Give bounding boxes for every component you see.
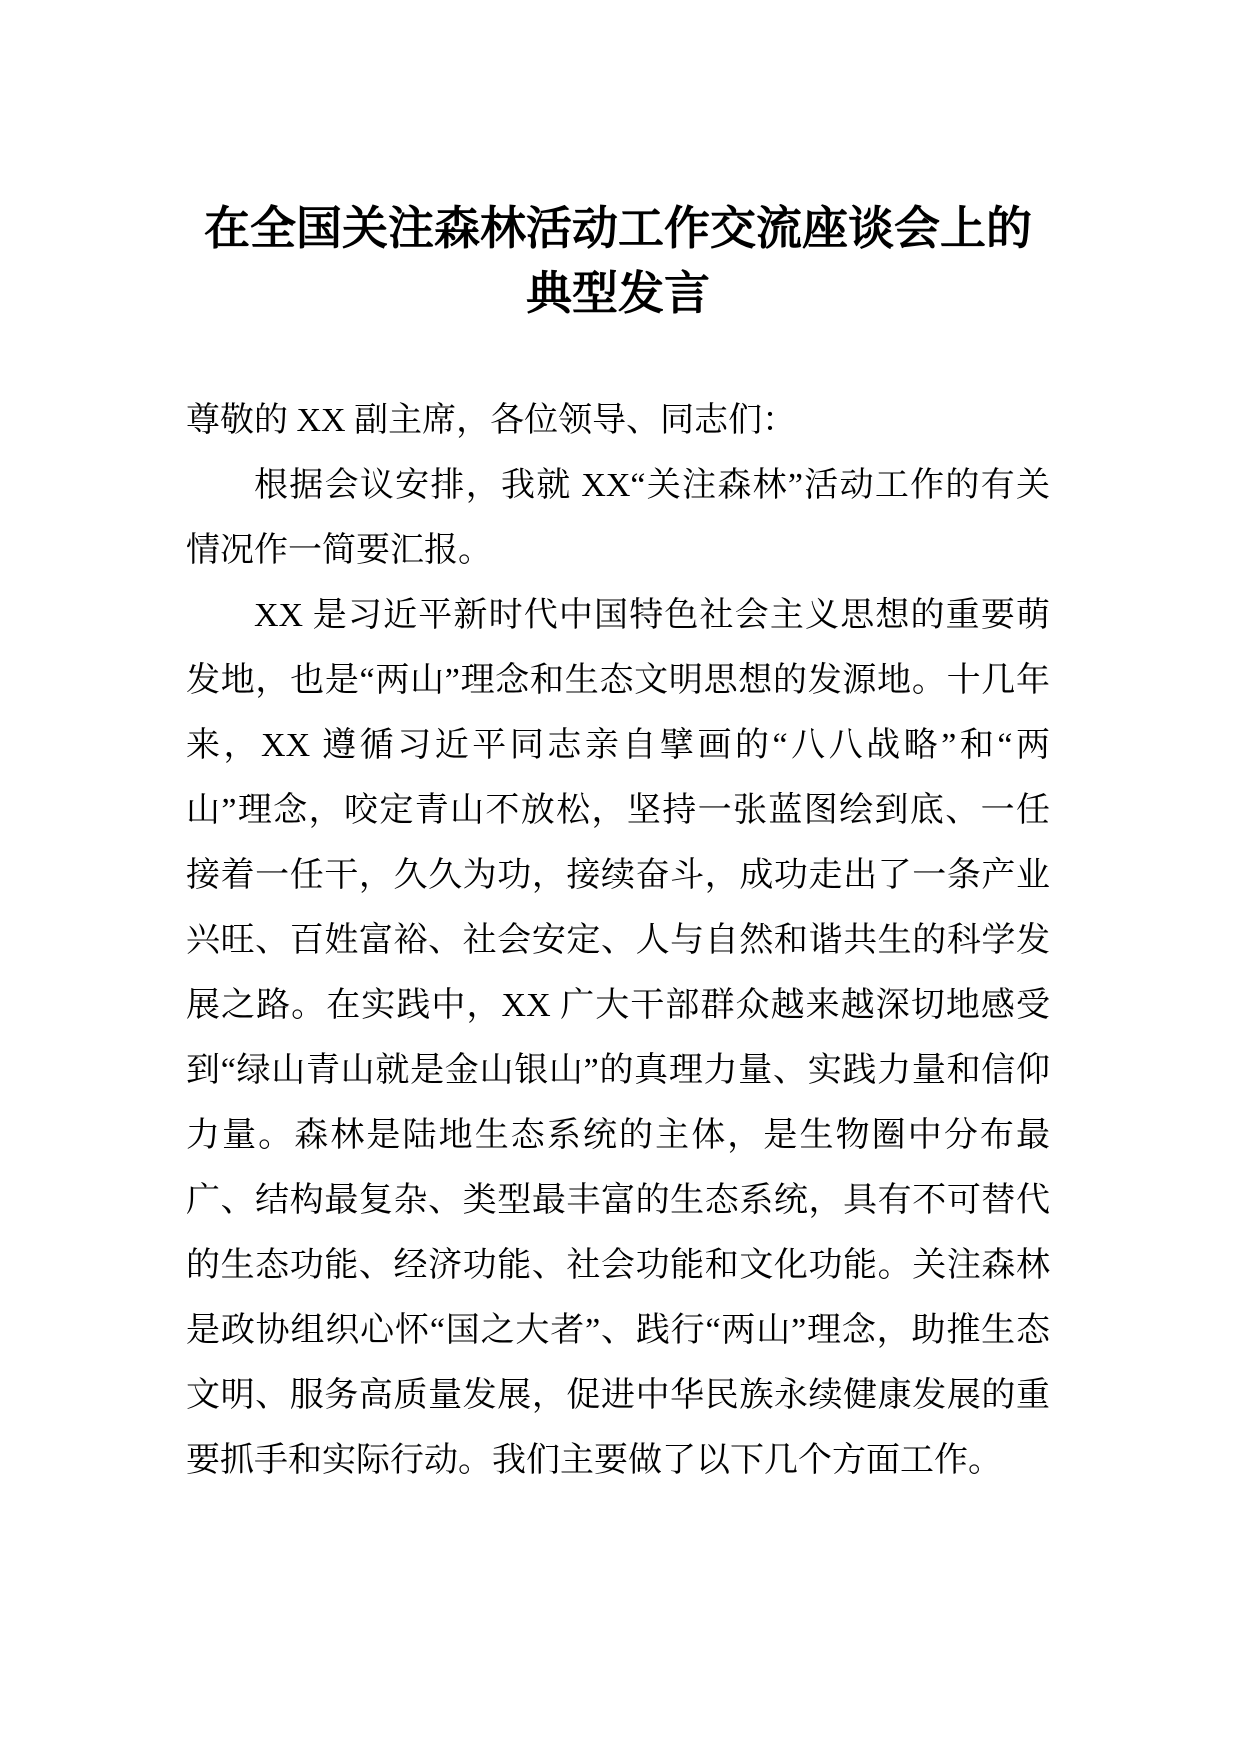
salutation-paragraph: 尊敬的 XX 副主席，各位领导、同志们：: [186, 402, 797, 439]
opening-paragraph: 根据会议安排，我就 XX“关注森林”活动工作的有关情况作一简要汇报。: [186, 467, 1050, 569]
document-title: 在全国关注森林活动工作交流座谈会上的典型发言: [204, 201, 1032, 320]
document-body: [186, 388, 1050, 1493]
main-body-paragraph: XX 是习近平新时代中国特色社会主义思想的重要萌发地，也是“两山”理念和生态文明思想的发源地。十几年来，XX 遵循习近平同志亲自擘画的“八八战略”和“两山”理念，咬定青山不放松，坚持一张蓝图绘到底、一任接着一任干，久久为功，接续奋斗，成功走出了一条产业兴旺、百姓富裕、社会安定、人与自然和谐共生的科学发展之路。在实践中，XX 广大干部群众越来越深切地感受到“绿山青山就是金山银山”的真理力量、实践力量和信仰力量。森林是陆地生态系统的主体，是生物圈中分布最广、结构最复杂、类型最丰富的生态系统，具有不可替代的生态功能、经济功能、社会功能和文化功能。关注森林是政协组织心怀“国之大者”、践行“两山”理念，助推生态文明、服务高质量发展，促进中华民族永续健康发展的重要抓手和实际行动。我们主要做了以下几个方面工作。: [186, 597, 1050, 1479]
